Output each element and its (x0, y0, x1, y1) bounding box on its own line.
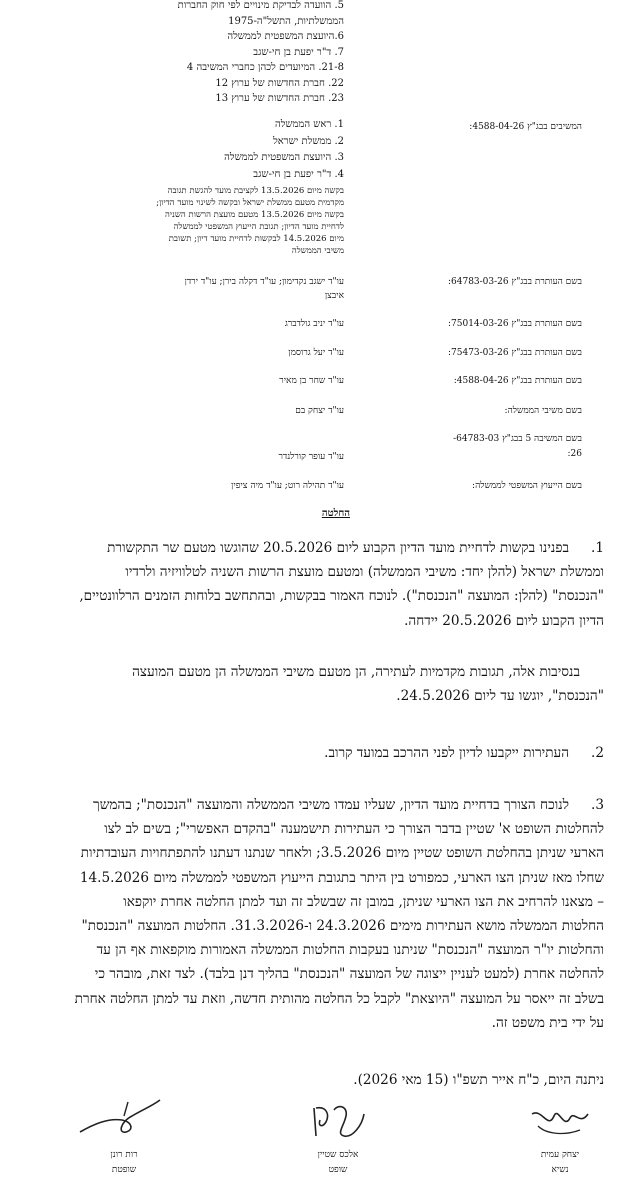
given-line: ניתנה היום, כ"ח אייר תשפ"ו (15 מאי 2026). (353, 1072, 604, 1088)
paragraph-line: על ידי בית משפט זה. (491, 1014, 604, 1031)
request-line: בקשה מיום 13.5.2026 מטעם מועצת הרשות השניה (165, 210, 344, 220)
judge-name: אלכס שטיין (317, 1150, 359, 1160)
respondent-line: 7. ד"ר יפעת בן חי-שגב (253, 46, 344, 58)
signature-stein (304, 1096, 374, 1144)
respondent-line: 1. ראש הממשלה (274, 119, 344, 130)
paragraph-3 (14, 793, 604, 1035)
paragraph-line: וממשלת ישראל (להלן יחד: משיבי הממשלה) ומטעם מועצת הרשות השניה לטלוויזיה ולרדיו (125, 564, 604, 581)
counsel-label: בשם העותרת בבג"ץ 75014-03-26: (447, 319, 582, 329)
request-line: מקדמית מטעם ממשלת ישראל ובקשה לשינוי מועד הדיון; (156, 198, 344, 208)
paragraph-line: 3.לנוכח הצורך בדחיית מועד הדיון, שעליו עמדו משיבי הממשלה והמועצה "הנכנסת"; בהמשך (14, 793, 604, 817)
paragraph-line: – מצאנו להרחיב את הצו הארעי שניתן, במובן זה שבשלב זה ועד למתן החלטה אחרת יוקפאו (123, 893, 604, 910)
respondent-line: 3. היועצת המשפטית לממשלה (224, 152, 344, 163)
judge-ronen (84, 1150, 164, 1176)
counsel-label: בשם העותרת בבג"ץ 75473-03-26: (447, 348, 582, 358)
signature-ronen (74, 1094, 164, 1144)
request-line: בקשה מיום 13.5.2026 לקציבת מועד להגשת תגובה (167, 186, 344, 196)
counsel-label: בשם הייעוץ המשפטי לממשלה: (472, 481, 582, 491)
respondents-list-2 (224, 119, 344, 185)
counsel-label: בשם העותרת בבג"ץ 4588-04-26: (453, 376, 582, 386)
judge-name: יצחק עמית (540, 1150, 580, 1160)
judge-title: שופטת (111, 1165, 137, 1175)
counsel-label (453, 434, 582, 460)
paragraph-line: "הנכנסת" (להלן: המועצה "הנכנסת"). לנוכח האמור בבקשות, ובהתחשב בלוחות הזמנים הרלוונטיים, (79, 588, 604, 605)
paragraph-line: שחלו מאז שניתן הצו הארעי, כמפורט בין היתר בתגובת הייעוץ המשפטי לממשלה מיום 14.5.2026 (79, 869, 604, 886)
counsel-names: עו"ד עופר קורלנדר (278, 452, 344, 462)
judge-title: נשיא (551, 1165, 569, 1175)
signature-amit (524, 1100, 594, 1144)
paragraph-number: 1. (591, 540, 604, 556)
counsel-label-line: בשם המשיבה 5 בבג"ץ 64783-03- (453, 434, 582, 444)
paragraph-1b (14, 660, 604, 708)
respondent-line: 6.היועצת המשפטית לממשלה (227, 31, 344, 42)
respondent-line: 2. ממשלת ישראל (273, 135, 344, 147)
respondents-list (164, 0, 344, 109)
paragraph-number: 3. (591, 797, 604, 813)
respondent-line: 22. חברת החדשות של ערוץ 12 (215, 77, 344, 89)
respondent-line: 4. ד"ר יפעת בן חי-שגב (253, 168, 344, 180)
paragraph-line: בנסיבות אלה, תגובות מקדמיות לעתירה, הן מטעם משיבי הממשלה הן מטעם המועצה (132, 664, 580, 680)
paragraph-line: החלטות הממשלה מושא העתירות מימים 24.3.2026 ו-31.3.2026. החלטות המועצה "הנכנסת" (81, 918, 604, 935)
counsel-names: עו"ד יניב גולדברג (284, 319, 344, 329)
request-line: מיום 14.5.2026 לבקשות לדחיית מועד דיון; תשובת (168, 234, 344, 244)
paragraph-line: הארעי שניתן בהחלטת השופט שטיין מיום 3.5.2026; ולאחר שנתנו דעתנו להתפתחויות העובדתיות (80, 845, 604, 862)
requests-block (156, 186, 344, 258)
counsel-names: עו"ד שחר בן מאיר (279, 376, 344, 386)
respondent-line: הממשלתיות, התשל"ה-1975 (228, 15, 344, 27)
paragraph-line: 2.העתירות ייקבעו לדיון לפני ההרכב במועד קרוב. (14, 741, 604, 765)
counsel-names: עו"ד תהילה רוט; עו"ד מיה ציפין (231, 481, 344, 491)
paragraph-line: להחלטה אחרת (למעט לעניין ייצוגה של המועצה "הנכנסת" בהליך דנן בלבד). לצד זאת, מובהר כי (94, 966, 604, 983)
paragraph-line: "הנכנסת", יוגשו עד ליום 24.5.2026. (396, 688, 604, 705)
paragraph-2 (14, 741, 604, 765)
respondents-label: המשיבים בבג"ץ 4588-04-26: (469, 122, 582, 132)
paragraph-line: הדיון הקבוע ליום 20.5.2026 יידחה. (404, 612, 604, 629)
judge-amit (520, 1150, 600, 1176)
judge-title: שופט (328, 1165, 348, 1175)
counsel-label: בשם העותרת בבג"ץ 64783-03-26: (447, 277, 582, 287)
paragraph-number: 2. (591, 745, 604, 761)
counsel-names: עו"ד יעל גרוסמן (288, 348, 344, 358)
paragraph-1 (14, 536, 604, 633)
paragraph-line: 1.בפנינו בקשות לדחיית מועד הדיון הקבוע ליום 20.5.2026 שהוגשו מטעם שר התקשורת (14, 536, 604, 560)
paragraph-line: להחלטות השופט א' שטיין בדבר הצורך כי העתירות תישמענה "בהקדם האפשרי"; בשים לב לצו (104, 821, 604, 838)
counsel-name-line: איבצן (324, 291, 344, 301)
request-line: משיבי הממשלה (291, 246, 344, 256)
paragraph-line: בשלב זה ייאסר על המועצה "היוצאת" לקבל כל החלטה מהותית חדשה, וזאת עד למתן החלטה אחרת (74, 990, 604, 1007)
counsel-label-line: 26: (567, 449, 582, 459)
request-line: לדחיית מועד הדיון; תגובת הייעוץ המשפטי לממשלה (173, 222, 344, 232)
judge-name: רות רונן (110, 1150, 138, 1160)
paragraph-line: והחלטות יו"ר המועצה "הנכנסת" שניתנו בעקבות החלטות הממשלה האמורות מוקפאות אף הן עד (96, 942, 604, 959)
decision-title: החלטה (321, 508, 350, 519)
respondent-line: 23. חברת החדשות של ערוץ 13 (215, 93, 344, 104)
judge-stein (298, 1150, 378, 1176)
counsel-name-line: עו"ד ישגב נקדימון; עו"ד דקלה בירן; עו"ד ירדן (184, 277, 344, 287)
counsel-names (185, 277, 344, 302)
respondent-line: 21-8. המיועדים לכהן כחברי המשיבה 4 (186, 62, 344, 73)
counsel-names: עו"ד יצחק בם (295, 406, 344, 416)
respondent-line: 5. הוועדה לבדיקת מינויים לפי חוק החברות (177, 0, 344, 11)
counsel-label: בשם משיבי הממשלה: (504, 406, 582, 416)
